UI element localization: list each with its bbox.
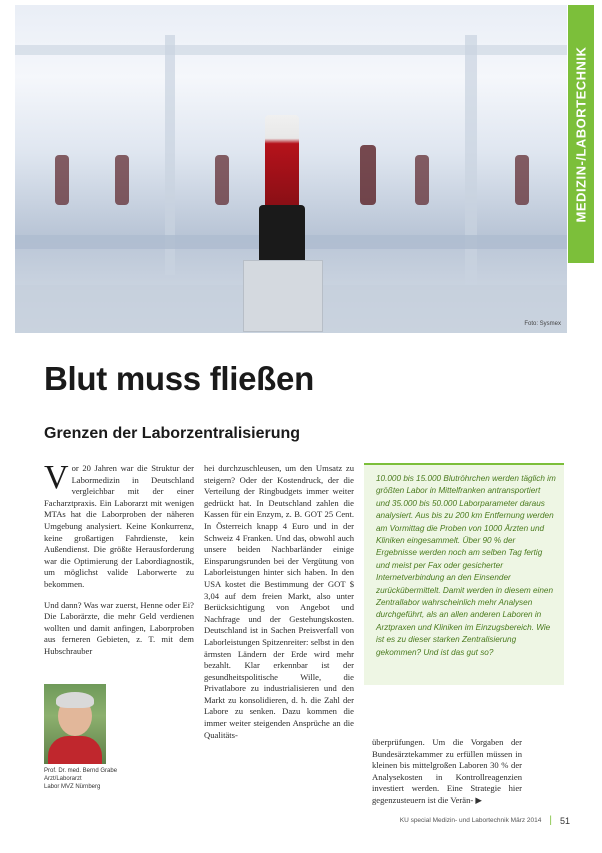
section-tab [568, 5, 594, 263]
section-tab-label: MEDIZIN-/LABORTECHNIK [573, 46, 589, 222]
caption-affiliation: Labor MVZ Nürnberg [44, 784, 101, 790]
caption-role: Arzt/Laborarzt [44, 776, 82, 782]
col3-paragraph-1: überprüfungen. Um die Vorgaben der Bundesärztekammer zu erfüllen müssen in kleinen bis mittelgroßen Laboren 30 % der Analysekosten in Kontrollreagenzien investiert werden. Eine Strategie hier gegenzusteuern ist die Verän- [372, 737, 522, 805]
article-title: Blut muss fließen [44, 360, 314, 397]
dropcap: V [44, 459, 69, 496]
continue-arrow-icon: ▶ [475, 794, 483, 805]
page-footer [360, 815, 570, 826]
pull-quote-box [364, 463, 564, 685]
text-column-1 [44, 459, 194, 667]
page-number: 51 [559, 815, 570, 826]
col1-paragraph-1: or 20 Jahren war die Struktur der Labormedizin in Deutschland vergleichbar mit der einer Facharztpraxis. Ein Laborarzt mit wenigen MTAs hat die Laborproben der näheren Umgebung analysiert. Keine Konkurrenz, keine großartigen Fahrdienste, kein Außendienst. Die größte Herausforderung war die Optimierung der Labordiagnostik, um möglichst valide Laborwerte zu bekommen. [44, 463, 194, 589]
article-subtitle: Grenzen der Laborzentralisierung [44, 425, 301, 442]
author-portrait [44, 684, 106, 764]
footer-separator: | [549, 815, 552, 826]
caption-name: Prof. Dr. med. Bernd Grabe [44, 768, 118, 774]
text-column-3 [372, 737, 522, 816]
publication-name: KU special Medizin- und Labortechnik März 2014 [399, 817, 542, 824]
portrait-caption [44, 767, 154, 791]
text-column-2 [204, 463, 354, 750]
pull-quote-text: 10.000 bis 15.000 Blutröhrchen werden täglich im größten Labor in Mittelfranken antransportiert und 35.000 bis 50.000 Laborparameter daraus analysiert. Aus bis zu 200 km Entfernung werden am Vormittag die Proben von 1000 Ärzten und Kliniken eingesammelt. Über 90 % der Ergebnisse werden noch am selben Tag fertig und meist per Fax oder gesicherter Internetverbindung an den Einsender zurückübermittelt. Damit werden in diesem einen Zentrallabor wahrscheinlich mehr Analysen durchgeführt, als an allen anderen Laboren in Arztpraxen und Kliniken im Einzugsbereich. Wie ist es zu dieser starken Zentralisierung gekommen? Und ist das gut so? [376, 474, 556, 657]
photo-credit: Foto: Sysmex [524, 321, 561, 327]
col1-paragraph-2: Und dann? Was war zuerst, Henne oder Ei? Die Laborärzte, die mehr Geld verdienen wollten und damit anfingen, Laborproben aus ferneren Gebieten, z. T. mit dem Hubschrauber [44, 599, 194, 656]
hero-photo [15, 5, 567, 333]
col2-paragraph-1: hei durchzuschleusen, um den Umsatz zu steigern? Oder der Kostendruck, der die Verteilung der Ringbudgets immer weiter gedrückt hat. In Deutschland zahlen die Kassen für ein Enzym, z. B. GOT 25 Cent. In Österreich knapp 4 Euro und in der Schweiz 4 Franken. Und das, obwohl auch unsere beiden Nachbarländer einige Einsparungsrunden bei der Vergütung von Laborleistungen hinter sich haben. In den USA kostet die Bestimmung der GOT $ 3,04 auf dem freien Markt, also unter Berücksichtigung von Angebot und Nachfrage und der Gestehungskosten. Deutschland ist in Sachen Preisverfall von Laborleistungen Spitzenreiter: selbst in den ärmsten Ländern der Erde wird mehr bezahlt. Klar erkennbar ist der gesundheitspolitische Wille, die Privatlabore zu industrialisieren und den Markt zu konsolidieren, d. h. die Zahl der Labore zu senken. Dazu kommen die immer weiter steigenden Ansprüche an die Qualitäts- [204, 463, 354, 740]
